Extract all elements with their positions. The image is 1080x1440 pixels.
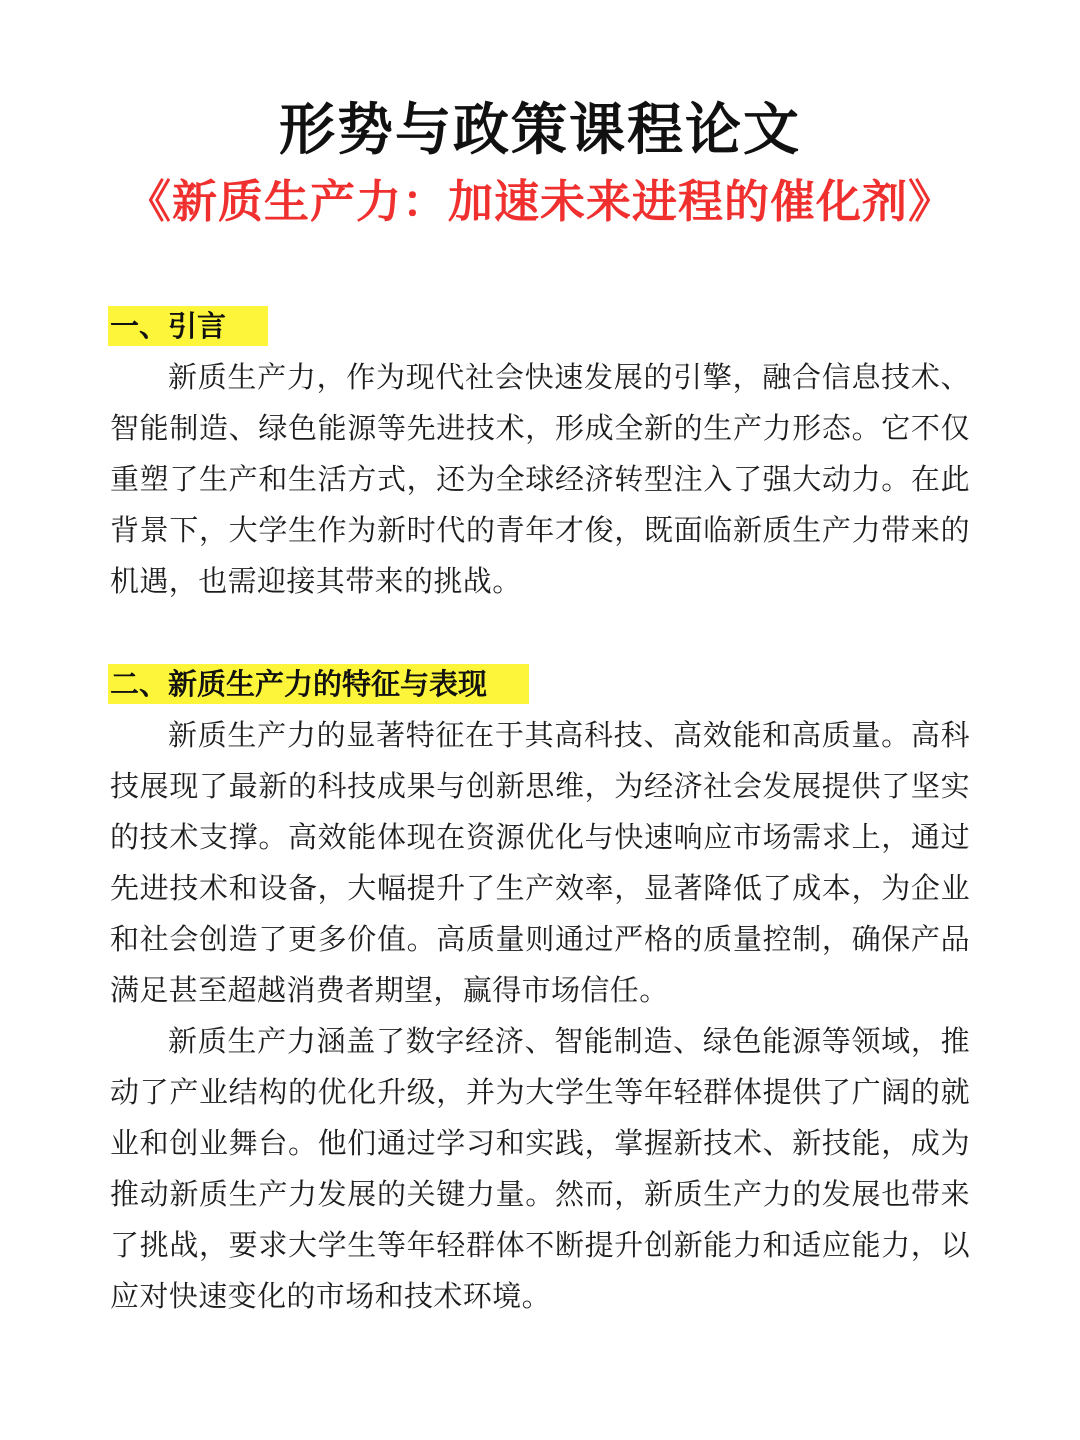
section-heading: 二、新质生产力的特征与表现 [108, 664, 529, 704]
paragraph: 新质生产力涵盖了数字经济、智能制造、绿色能源等领域，推动了产业结构的优化升级，并为大学生等年轻群体提供了广阔的就业和创业舞台。他们通过学习和实践，掌握新技术、新技能，成为推动新质生产力发展的关键力量。然而，新质生产力的发展也带来了挑战，要求大学生等年轻群体不断提升创新能力和适应能力，以应对快速变化的市场和技术环境。 [110, 1024, 970, 1313]
paragraph: 新质生产力的显著特征在于其高科技、高效能和高质量。高科技展现了最新的科技成果与创新思维，为经济社会发展提供了坚实的技术支撑。高效能体现在资源优化与快速响应市场需求上，通过先进技术和设备，大幅提升了生产效率，显著降低了成本，为企业和社会创造了更多价值。高质量则通过严格的质量控制，确保产品满足甚至超越消费者期望，赢得市场信任。 [110, 718, 970, 1007]
section-features [110, 664, 970, 1322]
page-subtitle: 《新质生产力：加速未来进程的催化剂》 [125, 175, 954, 228]
section-heading: 一、引言 [108, 306, 268, 346]
page-title: 形势与政策课程论文 [279, 98, 801, 163]
section-introduction [110, 306, 970, 607]
paragraph: 新质生产力，作为现代社会快速发展的引擎，融合信息技术、智能制造、绿色能源等先进技术，形成全新的生产力形态。它不仅重塑了生产和生活方式，还为全球经济转型注入了强大动力。在此背景下，大学生作为新时代的青年才俊，既面临新质生产力带来的机遇，也需迎接其带来的挑战。 [110, 360, 970, 598]
